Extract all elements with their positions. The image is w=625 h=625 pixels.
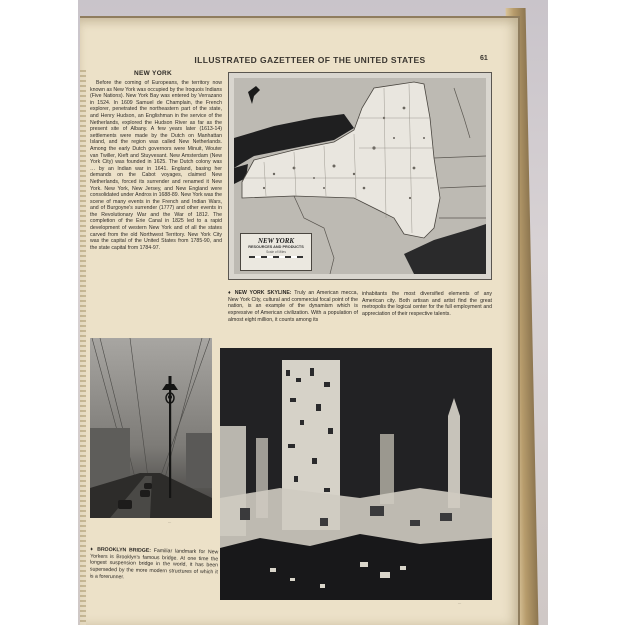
bridge-photo-credit: … bbox=[168, 520, 172, 524]
facing-page-gutter-text bbox=[80, 70, 86, 625]
map-scale-bar bbox=[249, 256, 303, 258]
bridge-caption-text: Familiar landmark for New Yorkers is Brooklyn's famous bridge. At one time the longest suspension bridge in the world, it has been superseded by the more modern structures of which it is a forerunner. bbox=[89, 547, 219, 581]
article-body: Before the coming of Europeans, the territory now known as New York was occupied by the Iroquois Indians (Five Nations). New York Bay was entered by Verrazano in 1524. In 1609 Samuel de Champlain, the French explorer, penetrated the northeastern part of the state, and Henry Hudson, an Englishman in the service of the Netherlands, explored the Hudson River as far as the present site of Albany. A few years later (1613-14) settlements were made by the Dutch on Manhattan Island, and the region was called New Netherlands. Among the early Dutch governors were Minuit, Wouter van Twiller, Kieft and Stuyvesant. New Amsterdam (New York City) was founded in 1625. The Dutch colony was … by an Indian war in 1641. England, basing her demands on the Cabot voyages, claimed New Netherlands, forced its surrender and renamed it New York. New York, New Jersey, and New England were consolidated under Andros in 1688-89. New York was the scene of many events in the French and Indian Wars, and of Burgoyne's surrender (1777) and other events in the Revolutionary War and the War of 1812. The completion of the Erie Canal in 1825 led to a rapid development of western New York and of all the states carved from the old Northwest Territory. New York City was the capital of the United States from 1785-90, and the state capital from 1784-97. bbox=[90, 80, 222, 251]
page-number: 61 bbox=[480, 55, 488, 62]
bridge-caption-heading: BROOKLYN BRIDGE: bbox=[97, 546, 152, 554]
caption-marker-icon: ♦ bbox=[90, 546, 95, 553]
bridge-caption bbox=[90, 547, 219, 583]
skyline-caption-text: Truly an American mecca, New York City, cultural and commercial focal point of the nation, is an example of the dynamism which is expressive of American civilization. With a population of almost eight million, it counts among its bbox=[228, 290, 358, 323]
caption-marker-icon: ♦ bbox=[228, 290, 232, 296]
map-subtitle: RESOURCES AND PRODUCTS bbox=[248, 245, 304, 249]
map-title: NEW YORK bbox=[257, 237, 295, 245]
brooklyn-bridge-photo bbox=[90, 338, 212, 518]
skyline-caption-heading: NEW YORK SKYLINE: bbox=[234, 290, 292, 296]
skyline-caption-col2: inhabitants the most diversified elements of any American city. Both artisan and artist find the great metropolis the logical center for the full employment and appreciation of their respective talents. bbox=[362, 291, 492, 318]
section-title: NEW YORK bbox=[134, 70, 173, 77]
map-legend bbox=[240, 233, 312, 271]
bridge-photo-illustration bbox=[90, 338, 212, 518]
skyline-caption-col1 bbox=[228, 290, 358, 324]
skyline-photo-credit: … bbox=[458, 601, 462, 605]
new-york-skyline-photo bbox=[220, 348, 492, 600]
map-scale-label: Scale of Miles bbox=[266, 250, 286, 254]
running-head: ILLUSTRATED GAZETTEER OF THE UNITED STATES bbox=[194, 55, 426, 65]
skyline-photo-illustration bbox=[220, 348, 492, 600]
